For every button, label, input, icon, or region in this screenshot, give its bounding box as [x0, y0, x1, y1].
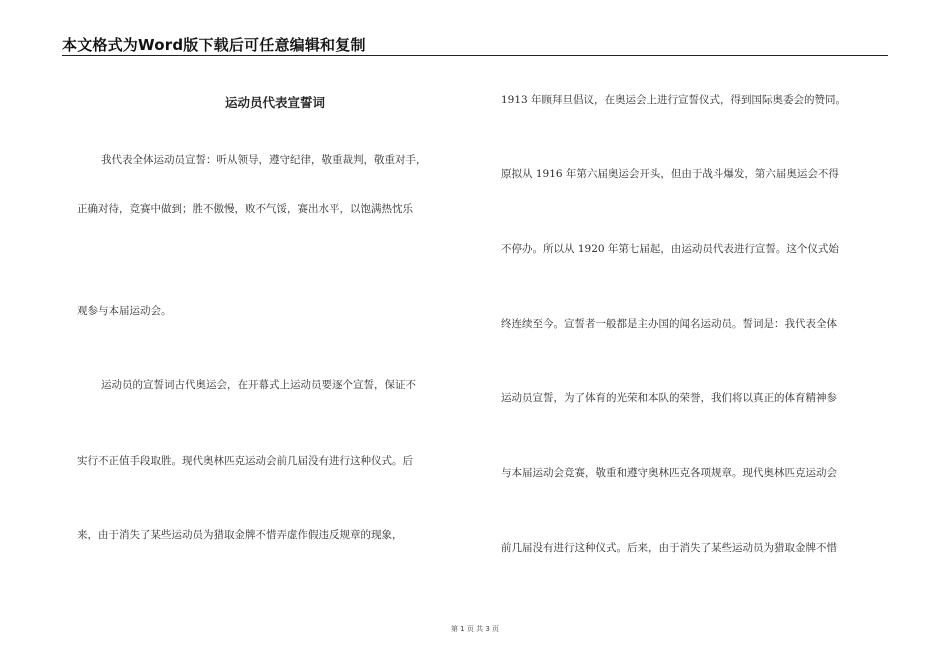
left-line: 正确对待，竞赛中做到；胜不傲慢，败不气馁，赛出水平，以饱满热忱乐 — [77, 203, 413, 215]
document-header-banner: 本文格式为Word版下载后可任意编辑和复制 — [62, 36, 366, 54]
header-divider — [62, 55, 888, 56]
left-line: 运动员的宣誓词古代奥运会，在开幕式上运动员要逐个宣誓，保证不 — [101, 379, 416, 391]
left-line: 我代表全体运动员宣誓：听从领导，遵守纪律，敬重裁判，敬重对手， — [101, 154, 427, 166]
left-line: 来，由于消失了某些运动员为猎取金牌不惜弄虚作假违反规章的现象， — [77, 529, 403, 541]
right-line: 1913 年顾拜旦倡议，在奥运会上进行宣誓仪式，得到国际奥委会的赞同。 — [501, 94, 847, 106]
right-line: 运动员宣誓，为了体育的光荣和本队的荣誉，我们将以真正的体育精神参 — [501, 392, 837, 404]
right-line: 终连续至今。宣誓者一般都是主办国的闻名运动员。誓词是：我代表全体 — [501, 318, 837, 330]
page-number-footer: 第 1 页 共 3 页 — [450, 625, 500, 633]
right-line: 前几届没有进行这种仪式。后来，由于消失了某些运动员为猎取金牌不惜 — [501, 542, 837, 554]
right-line: 原拟从 1916 年第六届奥运会开头，但由于战斗爆发，第六届奥运会不得 — [501, 168, 839, 180]
right-line: 不停办。所以从 1920 年第七届起，由运动员代表进行宣誓。这个仪式始 — [501, 243, 839, 255]
right-line: 与本届运动会竞赛，敬重和遵守奥林匹克各项规章。现代奥林匹克运动会 — [501, 467, 837, 479]
left-line: 实行不正值手段取胜。现代奥林匹克运动会前几届没有进行这种仪式。后 — [77, 455, 413, 467]
left-line: 观参与本届运动会。 — [77, 305, 172, 317]
document-title: 运动员代表宣誓词 — [224, 95, 325, 110]
